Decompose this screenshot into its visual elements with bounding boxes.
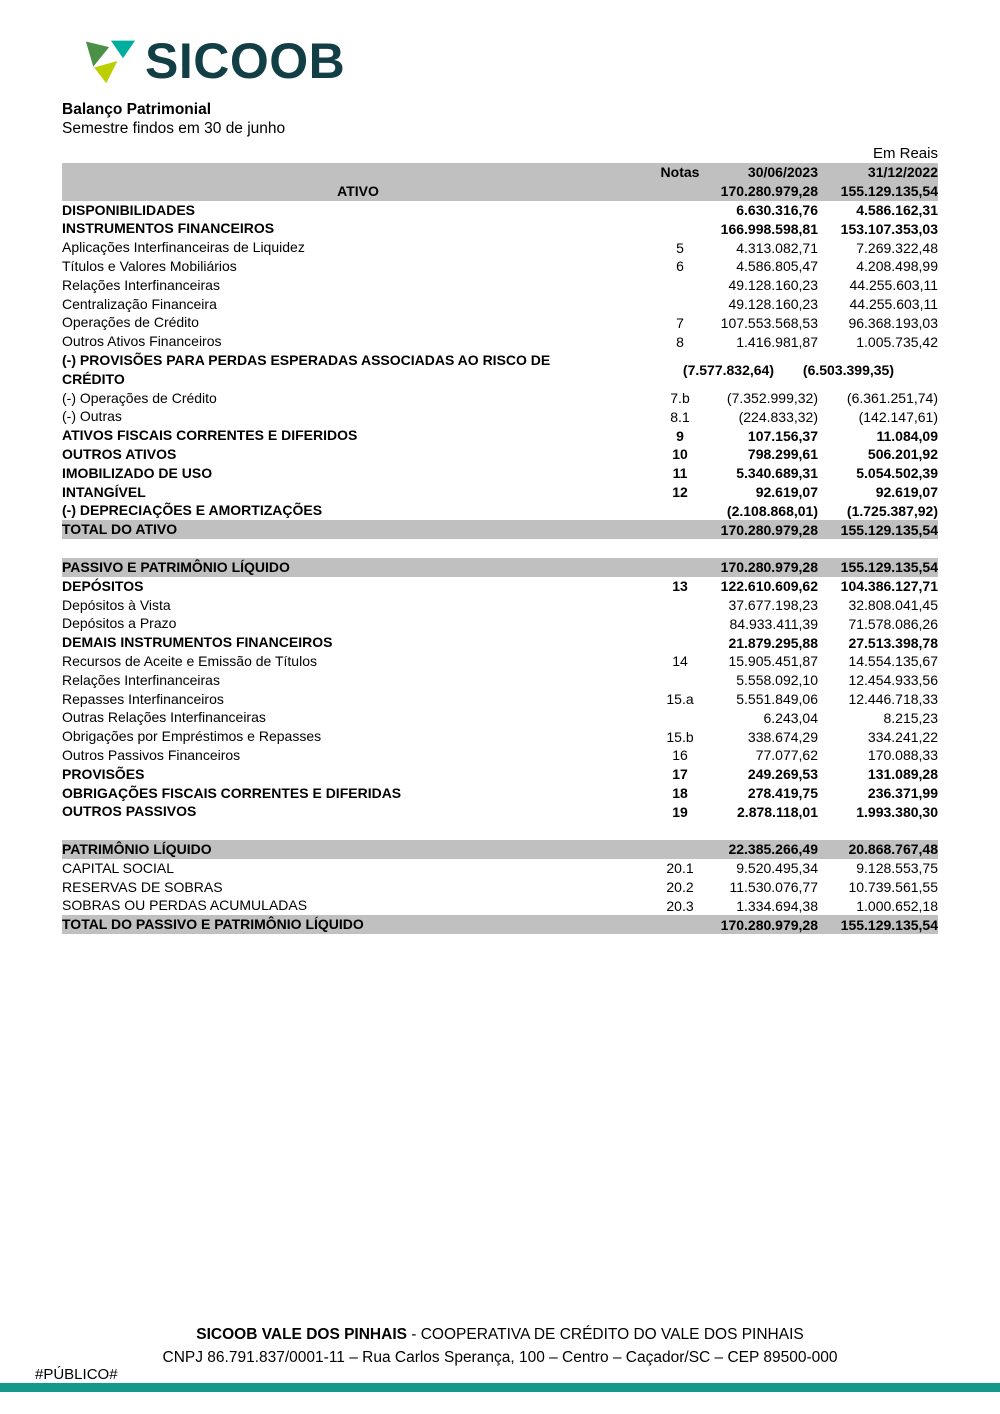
row-value-2022: 1.993.380,30 <box>856 803 938 820</box>
row-value-2023: 1.334.694,38 <box>736 897 818 914</box>
row-value-2023: 1.416.981,87 <box>736 333 818 350</box>
row-label: INTANGÍVEL <box>62 483 146 500</box>
row-value-2022: 155.129.135,54 <box>840 521 938 538</box>
row-value-2022: 170.088,33 <box>867 747 938 764</box>
table-row <box>62 652 938 671</box>
row-value-2022: 12.454.933,56 <box>848 672 938 689</box>
row-value-2022: 1.000.652,18 <box>856 897 938 914</box>
row-label: Outros Passivos Financeiros <box>62 746 241 763</box>
row-value-2022: 5.054.502,39 <box>856 465 938 482</box>
row-value-2023: 92.619,07 <box>755 483 818 500</box>
row-nota-ref: 7.b <box>670 389 690 406</box>
row-label: Aplicações Interfinanceiras de Liquidez <box>62 239 305 256</box>
row-value-2023: 249.269,53 <box>747 766 818 783</box>
table-row <box>62 765 938 784</box>
ativo-total-2023: 170.280.979,28 <box>720 183 818 200</box>
row-value-2023: 5.340.689,31 <box>736 465 818 482</box>
row-label: Relações Interfinanceiras <box>62 276 220 293</box>
row-value-2023: 278.419,75 <box>747 784 818 801</box>
table-row <box>62 802 938 821</box>
row-label: Outros Ativos Financeiros <box>62 333 222 350</box>
row-value-2022: 104.386.127,71 <box>840 578 938 595</box>
table-row <box>62 596 938 615</box>
row-value-2022: 44.255.603,11 <box>849 277 938 294</box>
row-value-2023: 2.878.118,01 <box>737 803 818 820</box>
row-nota-ref: 7 <box>676 314 684 331</box>
row-value-2023: 77.077,62 <box>755 747 818 764</box>
row-nota-ref: 9 <box>676 427 684 444</box>
table-row <box>62 727 938 746</box>
row-nota-ref: 18 <box>672 784 688 801</box>
row-value-2022: 4.208.498,99 <box>856 258 938 275</box>
row-value-2022: 334.241,22 <box>867 728 938 745</box>
table-body <box>62 201 938 934</box>
table-row <box>62 671 938 690</box>
row-value-2022: 4.586.162,31 <box>856 201 938 218</box>
table-row <box>62 332 938 351</box>
row-label: OUTROS ATIVOS <box>62 445 177 462</box>
row-nota-ref: 6 <box>676 258 684 275</box>
row-value-2023: 170.280.979,28 <box>720 559 818 576</box>
table-row <box>62 445 938 464</box>
row-value-2022: (6.503.399,35) <box>802 361 894 378</box>
row-value-2023: 37.677.198,23 <box>728 596 818 613</box>
row-label: IMOBILIZADO DE USO <box>62 464 213 481</box>
row-nota-ref: 12 <box>672 483 688 500</box>
row-label: DEMAIS INSTRUMENTOS FINANCEIROS <box>62 634 333 651</box>
row-value-2023: 4.586.805,47 <box>736 258 818 275</box>
row-nota-ref: 20.2 <box>666 879 694 896</box>
row-label: (-) Outras <box>62 408 122 425</box>
table-row <box>62 859 938 878</box>
table-row <box>62 614 938 633</box>
ativo-header-row <box>62 182 938 201</box>
footer-address-line: CNPJ 86.791.837/0001-11 – Rua Carlos Sperança, 100 – Centro – Caçador/SC – CEP 89500-000 <box>162 1349 838 1366</box>
table-row <box>62 520 938 539</box>
row-value-2023: 5.558.092,10 <box>736 672 818 689</box>
row-value-2022: 236.371,99 <box>867 784 938 801</box>
row-value-2022: 32.808.041,45 <box>848 596 938 613</box>
footer-entity-line <box>0 1326 1000 1344</box>
row-value-2023: 6.630.316,76 <box>736 201 818 218</box>
row-value-2023: 5.551.849,06 <box>736 690 818 707</box>
row-value-2023: 15.905.451,87 <box>728 653 818 670</box>
row-value-2022: 12.446.718,33 <box>848 690 938 707</box>
row-nota-ref: 15.b <box>666 728 694 745</box>
column-header-notas: Notas <box>660 164 700 181</box>
row-nota-ref: 19 <box>672 803 688 820</box>
table-row <box>62 426 938 445</box>
row-nota-ref: 8 <box>676 333 684 350</box>
row-label: Outras Relações Interfinanceiras <box>62 709 266 726</box>
table-row <box>62 690 938 709</box>
row-value-2022: 506.201,92 <box>867 446 938 463</box>
row-value-2022: 155.129.135,54 <box>840 559 938 576</box>
classification-label: #PÚBLICO# <box>35 1366 118 1383</box>
sicoob-wordmark: SICOOB <box>145 33 346 89</box>
row-value-2023: 11.530.076,77 <box>729 879 818 896</box>
balance-table <box>62 163 938 934</box>
table-row <box>62 840 938 859</box>
row-label: Depósitos a Prazo <box>62 615 177 632</box>
row-value-2023: 6.243,04 <box>763 709 818 726</box>
row-value-2023: 21.879.295,88 <box>728 634 818 651</box>
row-value-2022: 1.005.735,42 <box>856 333 938 350</box>
row-label: ATIVOS FISCAIS CORRENTES E DIFERIDOS <box>62 427 358 444</box>
row-nota-ref: 20.3 <box>666 897 694 914</box>
row-value-2023: 166.998.598,81 <box>720 220 818 237</box>
table-row <box>62 915 938 934</box>
row-value-2022: (142.147,61) <box>858 408 938 425</box>
table-row <box>62 407 938 426</box>
row-value-2022: 10.739.561,55 <box>848 879 938 896</box>
row-value-2022: (6.361.251,74) <box>846 389 938 406</box>
row-label: Centralização Financeira <box>62 295 217 312</box>
table-row <box>62 351 938 389</box>
row-value-2022: 9.128.553,75 <box>856 860 938 877</box>
row-label: INSTRUMENTOS FINANCEIROS <box>62 220 275 237</box>
row-value-2022: (1.725.387,92) <box>846 502 938 519</box>
footer-entity-name: SICOOB VALE DOS PINHAIS <box>196 1326 407 1343</box>
row-value-2023: 122.610.609,62 <box>720 578 818 595</box>
row-nota-ref: 5 <box>676 239 684 256</box>
row-label: OUTROS PASSIVOS <box>62 803 197 820</box>
footer-bar <box>0 1383 1000 1392</box>
table-row <box>62 784 938 803</box>
table-row <box>62 389 938 408</box>
table-row <box>62 633 938 652</box>
row-label: DISPONIBILIDADES <box>62 201 196 218</box>
column-header-2023: 30/06/2023 <box>747 164 818 181</box>
row-value-2022: 44.255.603,11 <box>849 295 938 312</box>
row-label: DEPÓSITOS <box>62 577 144 594</box>
row-value-2023: 107.553.568,53 <box>720 314 818 331</box>
row-value-2022: 71.578.086,26 <box>848 615 938 632</box>
row-value-2023: (2.108.868,01) <box>726 502 818 519</box>
row-label: CAPITAL SOCIAL <box>62 859 175 876</box>
table-row <box>62 878 938 897</box>
table-row <box>62 464 938 483</box>
row-value-2022: 14.554.135,67 <box>848 653 938 670</box>
table-row <box>62 201 938 220</box>
title-block <box>62 100 285 138</box>
row-label: PASSIVO E PATRIMÔNIO LÍQUIDO <box>62 558 290 575</box>
row-value-2022: 96.368.193,03 <box>848 314 938 331</box>
table-row <box>62 501 938 520</box>
row-value-2023: 170.280.979,28 <box>720 916 818 933</box>
table-row <box>62 295 938 314</box>
row-nota-ref: 16 <box>672 747 688 764</box>
row-value-2022: 153.107.353,03 <box>840 220 938 237</box>
table-spacer <box>62 821 938 840</box>
row-label: Recursos de Aceite e Emissão de Títulos <box>62 652 317 669</box>
row-value-2022: 8.215,23 <box>883 709 938 726</box>
row-label: PATRIMÔNIO LÍQUIDO <box>62 841 212 858</box>
page-subtitle: Semestre findos em 30 de junho <box>62 120 286 137</box>
row-label: TOTAL DO ATIVO <box>62 521 178 538</box>
table-row <box>62 746 938 765</box>
column-header-row <box>62 163 938 182</box>
row-value-2023: 9.520.495,34 <box>736 860 818 877</box>
row-label: OBRIGAÇÕES FISCAIS CORRENTES E DIFERIDAS <box>62 784 402 801</box>
sicoob-logo <box>84 33 346 89</box>
row-label: Depósitos à Vista <box>62 596 171 613</box>
row-value-2023: 22.385.266,49 <box>728 841 818 858</box>
row-value-2022: 155.129.135,54 <box>840 916 938 933</box>
row-value-2022: 20.868.767,48 <box>848 841 938 858</box>
row-label: Relações Interfinanceiras <box>62 671 220 688</box>
row-value-2023: 4.313.082,71 <box>736 239 818 256</box>
row-nota-ref: 14 <box>672 653 688 670</box>
row-value-2023: 338.674,29 <box>747 728 818 745</box>
row-value-2023: 84.933.411,39 <box>729 615 818 632</box>
row-label: Operações de Crédito <box>62 314 199 331</box>
column-header-2022: 31/12/2022 <box>867 164 938 181</box>
table-row <box>62 483 938 502</box>
table-row <box>62 276 938 295</box>
table-spacer <box>62 539 938 558</box>
row-nota-ref: 11 <box>672 465 688 482</box>
row-nota-ref: 17 <box>672 766 688 783</box>
footer-entity-description: - COOPERATIVA DE CRÉDITO DO VALE DOS PINHAIS <box>406 1326 804 1343</box>
row-value-2023: 49.128.160,23 <box>728 277 818 294</box>
row-value-2023: (224.833,32) <box>738 408 818 425</box>
table-row <box>62 313 938 332</box>
table-row <box>62 896 938 915</box>
row-label: SOBRAS OU PERDAS ACUMULADAS <box>62 897 308 914</box>
row-value-2022: 92.619,07 <box>875 483 938 500</box>
row-label: (-) PROVISÕES PARA PERDAS ESPERADAS ASSOCIADAS AO RISCO DE CRÉDITO <box>62 351 551 387</box>
row-label: PROVISÕES <box>62 765 145 782</box>
row-value-2023: 49.128.160,23 <box>728 295 818 312</box>
row-nota-ref: 10 <box>672 446 688 463</box>
currency-note: Em Reais <box>872 145 938 162</box>
table-row <box>62 238 938 257</box>
page-title: Balanço Patrimonial <box>62 101 212 118</box>
row-value-2023: (7.352.999,32) <box>726 389 818 406</box>
ativo-total-2022: 155.129.135,54 <box>840 183 938 200</box>
row-value-2022: 27.513.398,78 <box>848 634 938 651</box>
row-value-2023: 170.280.979,28 <box>720 521 818 538</box>
table-row <box>62 558 938 577</box>
row-nota-ref: 20.1 <box>666 860 694 877</box>
table-row <box>62 219 938 238</box>
table-row <box>62 257 938 276</box>
row-value-2023: 107.156,37 <box>747 427 818 444</box>
table-row <box>62 708 938 727</box>
table-header-band <box>62 163 938 201</box>
row-nota-ref: 8.1 <box>670 408 690 425</box>
row-value-2023: 798.299,61 <box>747 446 818 463</box>
row-value-2023: (7.577.832,64) <box>682 361 774 378</box>
row-nota-ref: 15.a <box>666 690 694 707</box>
ativo-section-label: ATIVO <box>337 182 379 199</box>
row-value-2022: 11.084,09 <box>876 427 938 444</box>
row-label: Obrigações por Empréstimos e Repasses <box>62 728 322 745</box>
table-row <box>62 577 938 596</box>
row-value-2022: 131.089,28 <box>867 766 938 783</box>
row-nota-ref: 13 <box>672 578 688 595</box>
row-label: TOTAL DO PASSIVO E PATRIMÔNIO LÍQUIDO <box>62 916 364 933</box>
row-label: (-) Operações de Crédito <box>62 389 217 406</box>
row-value-2022: 7.269.322,48 <box>856 239 938 256</box>
row-label: RESERVAS DE SOBRAS <box>62 878 223 895</box>
sicoob-logo-icon <box>84 36 136 86</box>
row-label: Repasses Interfinanceiros <box>62 690 224 707</box>
row-label: Títulos e Valores Mobiliários <box>62 257 237 274</box>
row-label: (-) DEPRECIAÇÕES E AMORTIZAÇÕES <box>62 502 323 519</box>
